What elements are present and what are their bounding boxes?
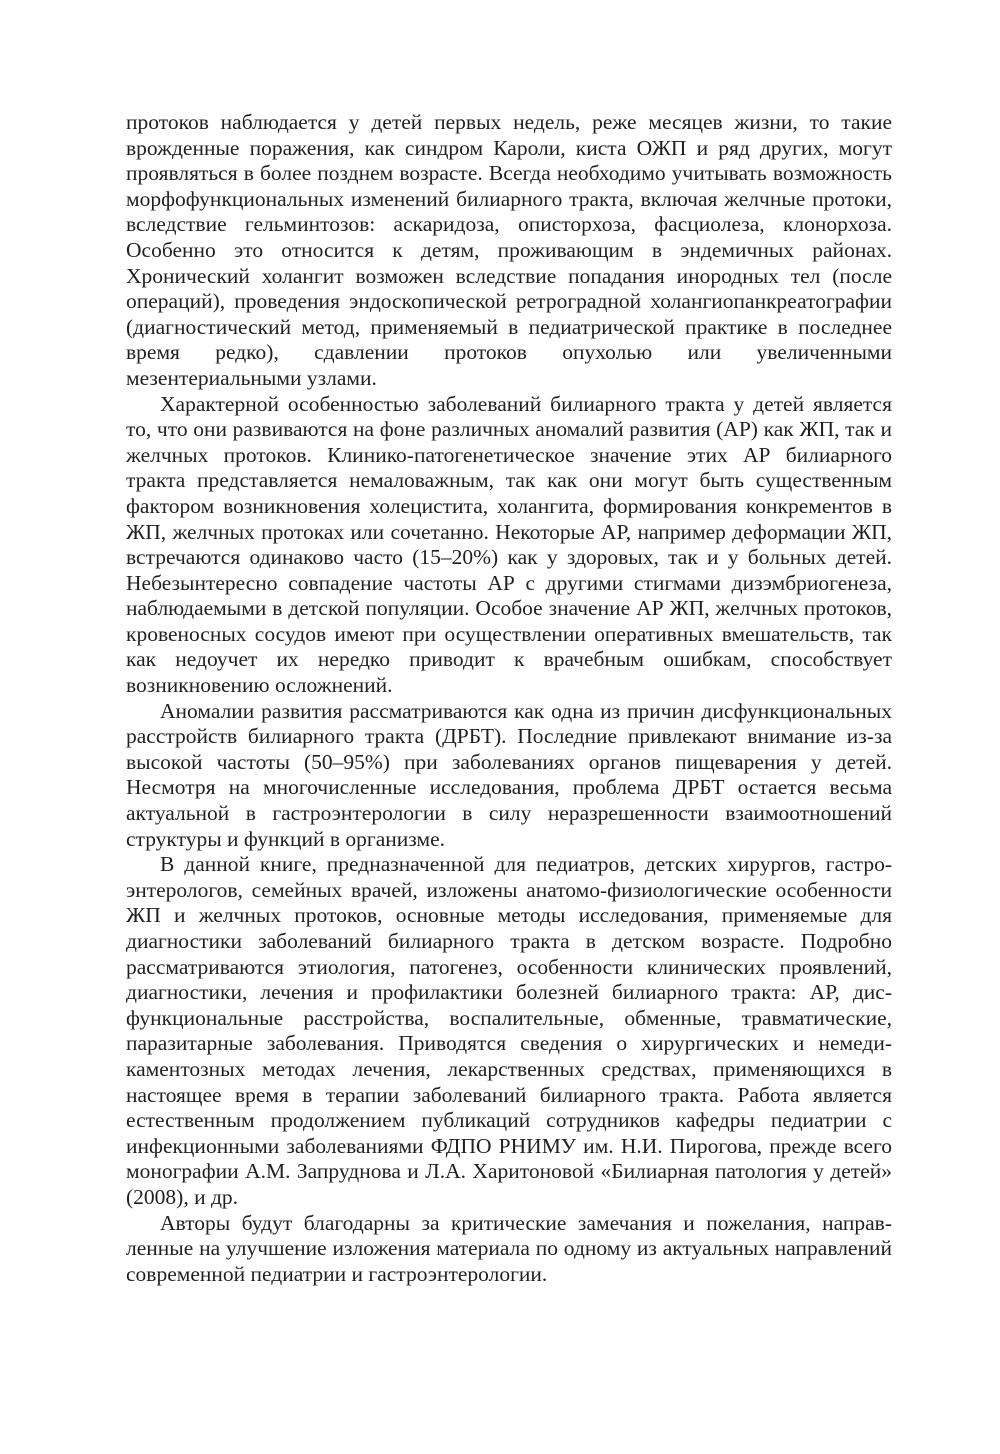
paragraph-acknowledgement: Авторы будут благодарны за критические замечания и пожелания, направленные на улучшение изложения материала по одному из актуальных направлений современной педиатрии и гастроэнтерологии. [126,1210,892,1286]
paragraph-anomalies-intro: Характерной особенностью заболеваний билиарного тракта у детей является то, что они развиваются на фоне различных аномалий развития (АР) как ЖП, так и желчных протоков. Клинико-патогенетическое значение этих АР билиарного тракта представляется немаловажным, так как они могут быть существенным фактором возникновения холецистита, холангита, формирования конкрементов в ЖП, желчных протоках или сочетанно. Некоторые АР, например деформации ЖП, встречаются одинаково часто (15–20%) как у здоровых, так и у больных детей. Небезынтересно совпадение частоты АР с другими стигмами дизэмбриогенеза, наблюдаемыми в детской популяции. Особое значение АР ЖП, желчных протоков, кровеносных сосудов имеют при осуществлении оперативных вмешательств, так как недоучет их нередко приводит к врачебным ошибкам, способствует возникновению осложнений. [126,391,892,698]
paragraph-drbt: Аномалии развития рассматриваются как одна из причин дисфункциональных расстройств билиарного тракта (ДРБТ). Последние привлекают внимание из-за высокой частоты (50–95%) при заболеваниях органов пищеварения у детей. Несмотря на многочисленные исследования, проблема ДРБТ остается весьма актуальной в гастроэнтерологии в силу неразрешенности взаимоотношений структуры и функций в организме. [126,698,892,851]
paragraph-book-scope: В данной книге, предназначенной для педиатров, детских хирургов, гастроэнтерологов, семейных врачей, изложены анатомо-физиологические особенности ЖП и желчных протоков, основные методы исследования, применяемые для диагностики заболеваний билиарного тракта в детском возрасте. Подробно рассматриваются этиология, патогенез, особенности клинических проявлений, диагностики, лечения и профилактики болезней билиарного тракта: АР, дисфункциональные расстройства, воспалительные, обменные, травматические, паразитарные заболевания. Приводятся сведения о хирургических и немедикаментозных методах лечения, лекарственных средствах, применяющихся в настоящее время в терапии заболеваний билиарного тракта. Работа является естественным продолжением публикаций сотрудников кафедры педиатрии с инфекционными заболеваниями ФДПО РНИМУ им. Н.И. Пирогова, прежде всего монографии А.М. Запруднова и Л.А. Харитоновой «Билиарная патология у детей» (2008), и др. [126,852,892,1209]
page-body [126,110,892,1287]
paragraph-continuation: протоков наблюдается у детей первых недель, реже месяцев жизни, то такие врожденные поражения, как синдром Кароли, киста ОЖП и ряд других, могут проявляться в более позднем возрасте. Всегда необходимо учитывать возможность морфофункциональных изменений билиарного тракта, включая желчные протоки, вследствие гельминтозов: аскаридоза, описторхоза, фасциолеза, клонорхоза. Особенно это относится к детям, проживающим в эндемичных районах. Хронический холангит возможен вследствие попадания инородных тел (после операций), проведения эндоскопической ретроградной холангиопанкреатографии (диагностический метод, применяемый в педиатрической практике в последнее время редко), сдавлении протоков опухолью или увеличенными мезентериальными узлами. [126,110,892,390]
